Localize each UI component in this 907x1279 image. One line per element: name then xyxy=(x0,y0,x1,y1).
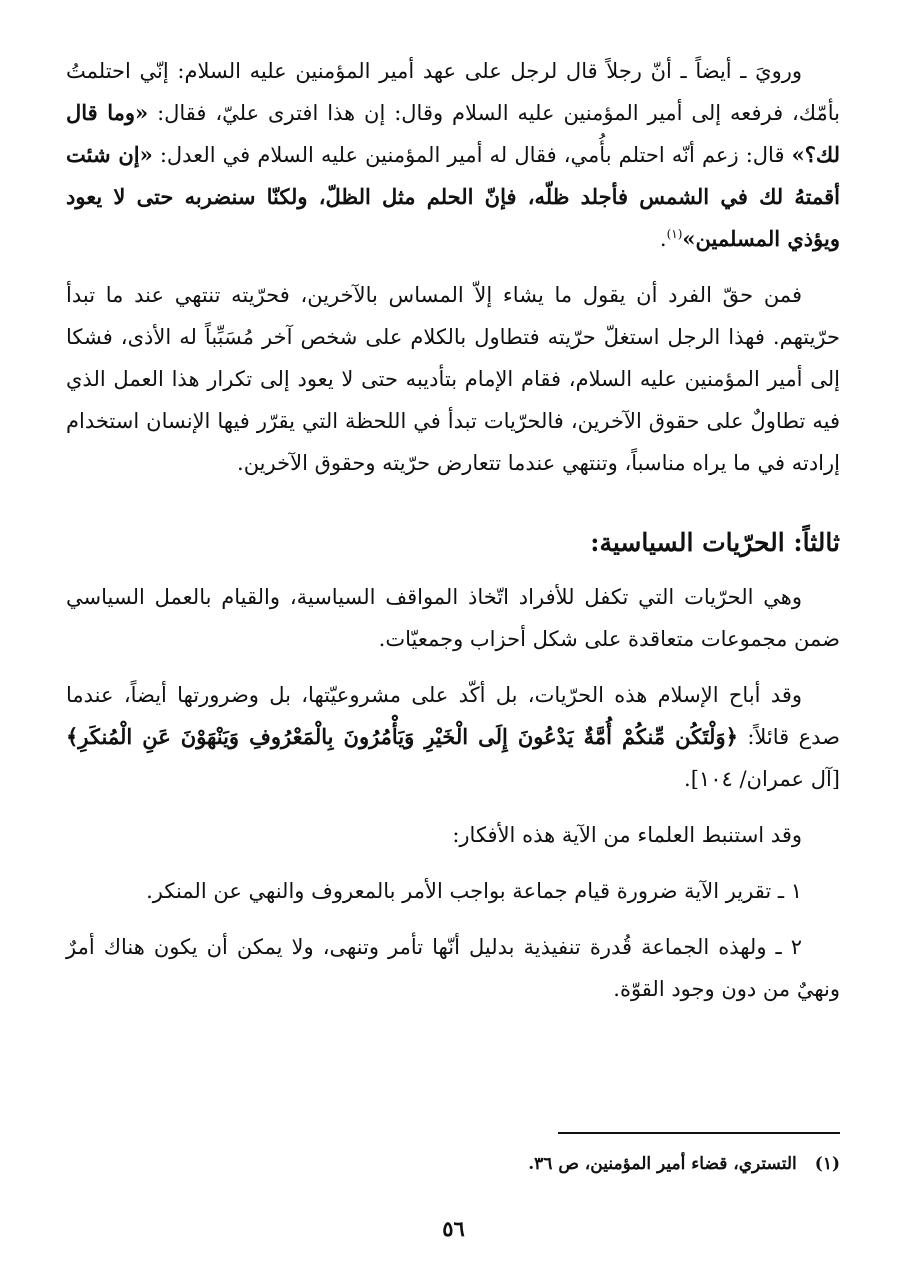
list-item-2: ٢ ـ ولهذه الجماعة قُدرة تنفيذية بدليل أنّها تأمر وتنهى، ولا يمكن أن يكون هناك أمرٌ ونهيٌ من دون وجود القوّة. xyxy=(66,935,840,1001)
paragraph-scholars: وقد استنبط العلماء من الآية هذه الأفكار: xyxy=(452,823,802,847)
narration-text: ورويَ ـ أيضاً ـ أنّ رجلاً قال لرجل على عهد أمير المؤمنين عليه السلام: إنّي احتلمتُ بأمّك، فرفعه إلى أمير المؤمنين عليه السلام وقال: إن هذا افترى عليّ، فقال: xyxy=(66,59,840,125)
paragraph-islam-permits xyxy=(66,674,840,800)
paragraph-political-freedoms: وهي الحرّيات التي تكفل للأفراد اتّخاذ المواقف السياسية، والقيام بالعمل السياسي ضمن مجموعات متعاقدة على شكل أحزاب وجمعيّات. xyxy=(66,585,840,651)
footnote-text: التستري، قضاء أمير المؤمنين، ص ٣٦. xyxy=(528,1154,797,1174)
page-number: ٥٦ xyxy=(442,1216,465,1241)
footnote-number: (١) xyxy=(814,1154,840,1174)
islam-permits-text: وقد أباح الإسلام هذه الحرّيات، بل أكّد على مشروعيّتها، بل وضرورتها أيضاً، عندما صدع قائلاً: xyxy=(66,683,840,749)
narration-text-continued: قال: زعم أنّه احتلم بأُمي، فقال له أمير المؤمنين عليه السلام في العدل: xyxy=(159,143,785,167)
footnote-divider xyxy=(558,1132,840,1134)
page-body xyxy=(66,50,840,1010)
narration-quote-question: «وما قال لك؟» xyxy=(66,100,840,167)
quran-verse: ﴿وَلْتَكُن مِّنكُمْ أُمَّةٌ يَدْعُونَ إِلَى الْخَيْرِ وَيَأْمُرُونَ بِالْمَعْرُوفِ وَيَنْهَوْنَ عَنِ الْمُنكَرِ﴾ xyxy=(66,724,738,749)
footnote xyxy=(300,1150,840,1178)
list-item-1: ١ ـ تقرير الآية ضرورة قيام جماعة بواجب الأمر بالمعروف والنهي عن المنكر. xyxy=(146,879,802,903)
verse-reference: [آل عمران/ ١٠٤]. xyxy=(684,767,840,791)
narration-quote-ruling: «إن شئت أقمتهُ لك في الشمس فأجلد ظلّه، فإنّ الحلم مثل الظلّ، ولكنّا سنضربه حتى لا يعود ويؤذي المسلمين» xyxy=(66,142,840,251)
paragraph-freedom-limits: فمن حقّ الفرد أن يقول ما يشاء إلاّ المساس بالآخرين، فحرّيته تنتهي عند ما تبدأ حرّيتهم. فهذا الرجل استغلّ حرّيته فتطاول بالكلام على شخص آخر مُسَبِّباً له الأذى، فشكا إلى أمير المؤمنين عليه السلام، فقام الإمام بتأديبه حتى لا يعود إلى تكرار هذا العمل الذي فيه تطاولٌ على حقوق الآخرين، فالحرّيات تبدأ في اللحظة التي يقرّر فيها الإنسان استخدام إرادته في ما يراه مناسباً، وتنتهي عندما تتعارض حرّيته وحقوق الآخرين. xyxy=(66,283,840,475)
footnote-reference: (١) xyxy=(666,227,683,241)
paragraph-narration xyxy=(66,50,840,260)
narration-end: . xyxy=(659,227,667,251)
section-heading: ثالثاً: الحرّيات السياسية: xyxy=(590,528,840,557)
